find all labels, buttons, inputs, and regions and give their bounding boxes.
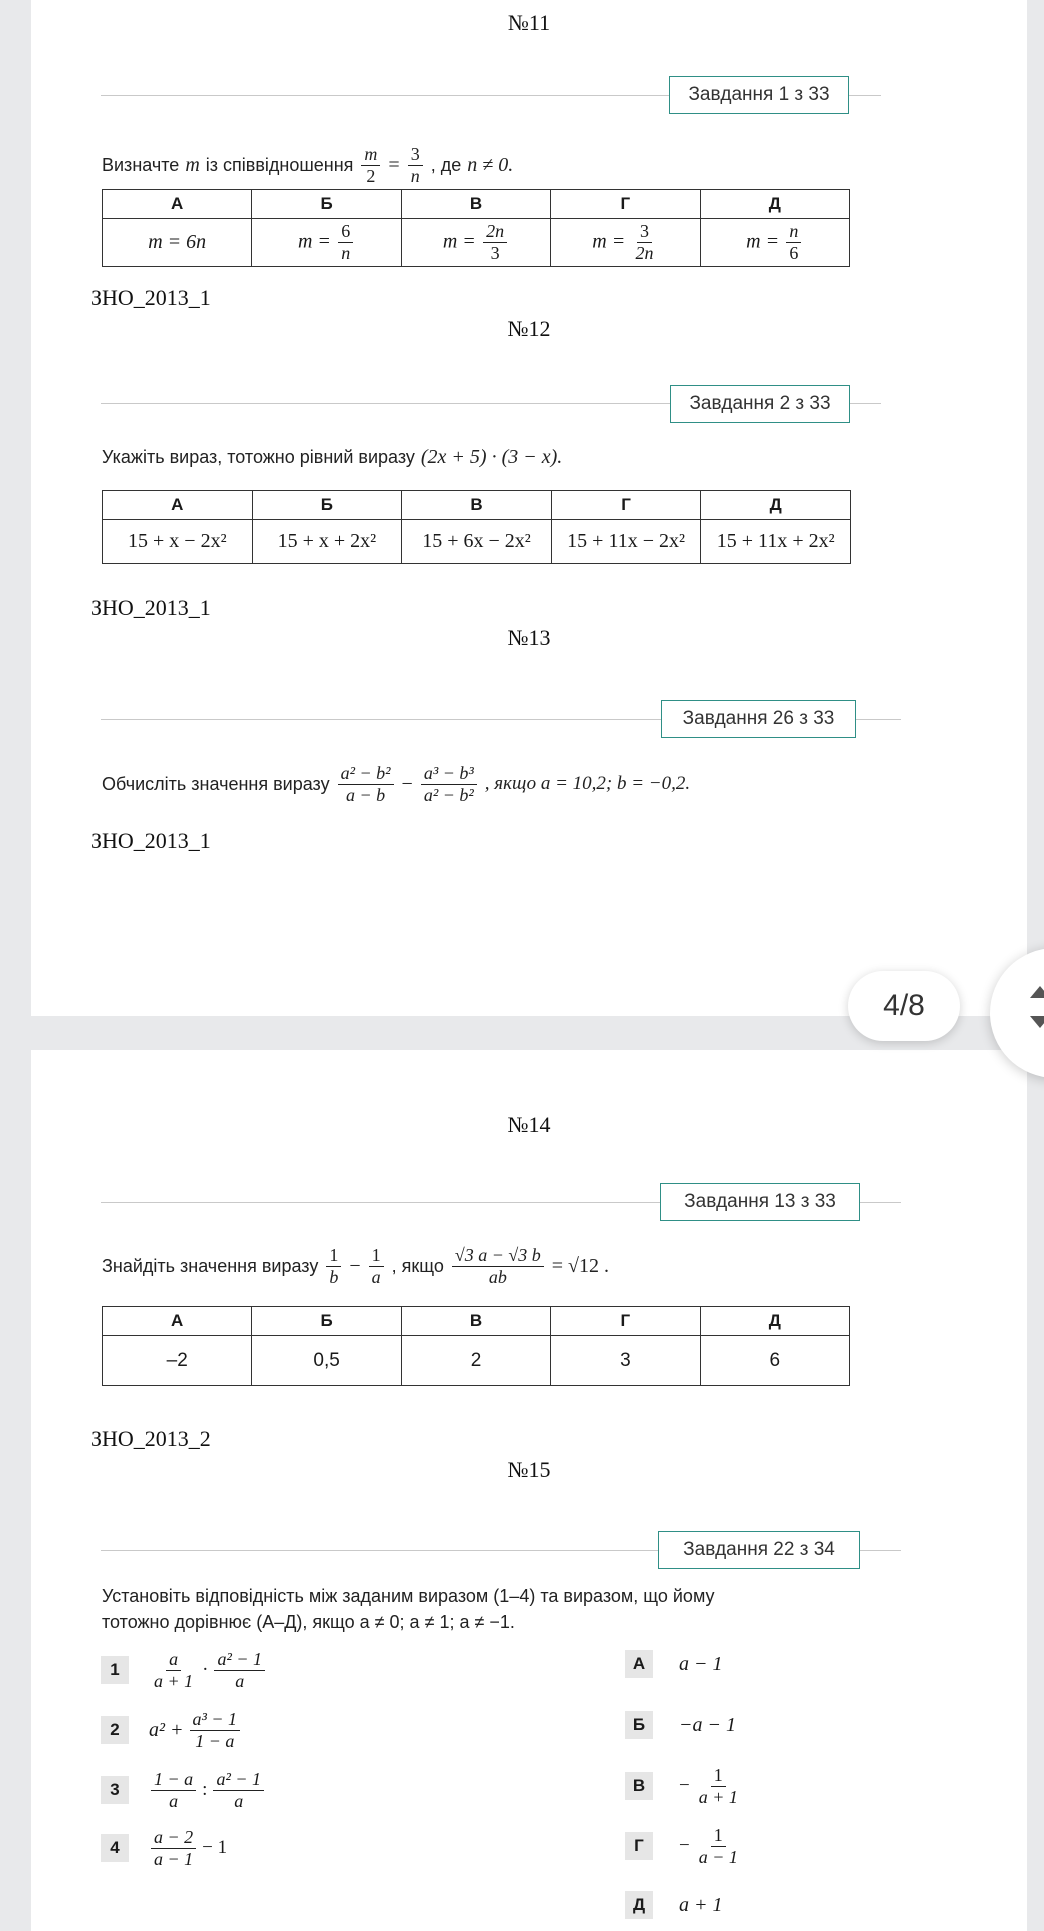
- fraction-numerator: 2n: [483, 222, 507, 243]
- option-sign: −: [679, 1775, 690, 1796]
- answer-d: 6: [700, 1336, 849, 1386]
- question-text-11: [102, 140, 513, 190]
- answer-text: m = 6n: [148, 231, 207, 253]
- match-option-g: [679, 1823, 743, 1869]
- question-expression: (2x + 5) · (3 − x).: [420, 445, 563, 468]
- question-var: m: [185, 153, 200, 176]
- fraction: [151, 1828, 196, 1869]
- fraction-numerator: n: [786, 222, 801, 243]
- answer-table-14: [102, 1306, 850, 1386]
- answer-header-row: [103, 1307, 850, 1336]
- operator: ·: [202, 1659, 209, 1680]
- answer-header-row: [103, 190, 850, 219]
- fraction-3-over-n: [408, 145, 423, 186]
- chevron-up-icon[interactable]: [1030, 986, 1044, 998]
- fraction-denominator: a + 1: [154, 1670, 194, 1691]
- fraction-denominator: n: [341, 243, 351, 263]
- fraction-denominator: a: [235, 1670, 245, 1691]
- answer-text: 15 + x + 2x²: [277, 530, 377, 552]
- answer-header-b: Б: [252, 491, 402, 520]
- task-number-14: №14: [507, 1112, 551, 1137]
- fraction-denominator: a: [234, 1790, 244, 1811]
- match-option-v: [679, 1763, 743, 1809]
- answer-d: [701, 520, 851, 564]
- question-tail: = √12 .: [551, 1254, 610, 1277]
- match-option-b: [679, 1711, 736, 1739]
- answer-text: 15 + x − 2x²: [128, 530, 227, 552]
- match-expression-2: [149, 1707, 242, 1753]
- answer-header-d: Д: [700, 1307, 849, 1336]
- answer-row: [103, 520, 851, 564]
- match-expression-3: [149, 1767, 266, 1813]
- fraction-numerator: a: [166, 1650, 181, 1671]
- fraction: [214, 1650, 265, 1691]
- fraction-denominator: a − 1: [154, 1848, 194, 1869]
- fraction-denominator: 3: [490, 243, 500, 263]
- fraction: [696, 1766, 741, 1807]
- answer-fraction: [338, 222, 353, 263]
- answer-row: [103, 1336, 850, 1386]
- question-line-1: Установіть відповідність між заданим виразом (1–4) та виразом, що йому: [102, 1586, 715, 1606]
- source-label-11: ЗНО_2013_1: [91, 285, 211, 310]
- match-letter-v: В: [625, 1772, 653, 1800]
- match-number-4: 4: [101, 1834, 129, 1862]
- answer-header-a: А: [103, 491, 253, 520]
- match-letter-b: Б: [625, 1711, 653, 1739]
- operator: :: [202, 1779, 208, 1800]
- match-letter-d: Д: [625, 1891, 653, 1919]
- fraction-1-over-a: [369, 1246, 384, 1287]
- answer-g: 3: [551, 1336, 700, 1386]
- answer-header-a: А: [103, 190, 252, 219]
- fraction-denominator: 2n: [635, 243, 654, 263]
- answer-a: [103, 520, 253, 564]
- fraction-denominator: a + 1: [698, 1786, 738, 1807]
- fraction: [190, 1710, 241, 1751]
- fraction-numerator: 1: [711, 1766, 726, 1787]
- fraction-denominator: a − b: [345, 784, 386, 805]
- fraction-denominator: 6: [789, 243, 799, 263]
- fraction-numerator: 1 − a: [151, 1770, 196, 1791]
- answer-b: [252, 520, 402, 564]
- question-condition: n ≠ 0.: [467, 153, 514, 176]
- fraction-numerator: 6: [338, 222, 353, 243]
- fraction-numerator: a³ − b³: [421, 764, 477, 785]
- fraction-denominator: 1 − a: [195, 1730, 235, 1751]
- task-badge-11: Завдання 1 з 33: [669, 76, 849, 114]
- answer-lhs: m =: [297, 230, 331, 253]
- answer-a: –2: [103, 1336, 252, 1386]
- document-page-4: [31, 1050, 1027, 1931]
- match-letter-g: Г: [625, 1832, 653, 1860]
- answer-header-g: Г: [551, 190, 700, 219]
- fraction-denominator: a: [169, 1790, 179, 1811]
- expression-prefix: a² +: [149, 1718, 184, 1741]
- answer-a: [103, 219, 252, 267]
- source-label-14: ЗНО_2013_2: [91, 1426, 211, 1451]
- answer-lhs: m =: [592, 230, 626, 253]
- source-label-13: ЗНО_2013_1: [91, 828, 211, 853]
- fraction: [151, 1770, 196, 1811]
- answer-header-g: Г: [551, 1307, 700, 1336]
- answer-header-b: Б: [252, 1307, 401, 1336]
- fraction: [213, 1770, 264, 1811]
- answer-header-a: А: [103, 1307, 252, 1336]
- answer-b: 0,5: [252, 1336, 401, 1386]
- question-condition: , якщо a = 10,2; b = −0,2.: [484, 773, 691, 794]
- answer-lhs: m =: [442, 230, 476, 253]
- answer-header-g: Г: [551, 491, 701, 520]
- fraction-numerator: m: [361, 145, 380, 166]
- document-page-3: [31, 0, 1027, 1016]
- answer-g: [551, 520, 701, 564]
- answer-fraction: [632, 222, 656, 263]
- match-expression-1: [149, 1647, 267, 1693]
- question-suffix: , де: [430, 154, 462, 175]
- question-prefix: Укажіть вираз, тотожно рівний виразу: [102, 446, 415, 467]
- answer-v: [401, 219, 550, 267]
- match-option-d: [679, 1891, 723, 1919]
- task-number-11: №11: [507, 10, 551, 35]
- fraction-numerator: √3 a − √3 b: [452, 1246, 544, 1267]
- minus-sign: −: [401, 772, 413, 795]
- question-text-13: [102, 756, 690, 812]
- fraction-numerator: a² − 1: [214, 1650, 265, 1671]
- fraction-numerator: 3: [408, 145, 423, 166]
- fraction-denominator: a: [371, 1266, 381, 1287]
- fraction: [151, 1650, 196, 1691]
- match-letter-a: А: [625, 1650, 653, 1678]
- question-mid: із співвідношення: [205, 154, 354, 175]
- answer-table-11: [102, 189, 850, 267]
- question-mid: , якщо: [391, 1255, 444, 1276]
- answer-g: [551, 219, 700, 267]
- expression-suffix: − 1: [202, 1837, 228, 1858]
- fraction-denominator: ab: [488, 1266, 507, 1287]
- answer-text: 15 + 11x + 2x²: [716, 530, 835, 552]
- answer-fraction: [483, 222, 507, 263]
- match-number-2: 2: [101, 1716, 129, 1744]
- answer-text: 15 + 6x − 2x²: [422, 530, 531, 552]
- question-prefix: Визначте: [102, 154, 180, 175]
- fraction-roots: [452, 1246, 544, 1287]
- fraction-denominator: n: [410, 165, 420, 186]
- answer-header-d: Д: [700, 190, 849, 219]
- task-badge-15: Завдання 22 з 34: [658, 1531, 860, 1569]
- fraction-numerator: 1: [326, 1246, 341, 1267]
- fraction-1-over-b: [326, 1246, 341, 1287]
- option-text: a + 1: [679, 1893, 723, 1916]
- fraction-numerator: 1: [369, 1246, 384, 1267]
- answer-table-12: [102, 490, 851, 564]
- question-text-12: [102, 444, 562, 470]
- question-text-14: [102, 1238, 609, 1294]
- answer-header-v: В: [401, 1307, 550, 1336]
- fraction-denominator: 2: [366, 165, 376, 186]
- match-number-1: 1: [101, 1656, 129, 1684]
- task-number-12: №12: [507, 316, 551, 341]
- fraction-2: [421, 764, 477, 805]
- fraction-numerator: 1: [711, 1826, 726, 1847]
- option-text: −a − 1: [679, 1713, 736, 1736]
- answer-v: 2: [401, 1336, 550, 1386]
- fraction-m-over-2: [361, 145, 380, 186]
- task-badge-14: Завдання 13 з 33: [660, 1183, 860, 1221]
- option-text: a − 1: [679, 1652, 723, 1675]
- fraction-numerator: a² − 1: [213, 1770, 264, 1791]
- task-badge-12: Завдання 2 з 33: [670, 385, 850, 423]
- answer-row: [103, 219, 850, 267]
- task-number-15: №15: [507, 1457, 551, 1482]
- match-option-a: [679, 1650, 723, 1678]
- fraction-denominator: a − 1: [698, 1846, 738, 1867]
- fraction-denominator: b: [329, 1266, 339, 1287]
- answer-fraction: [786, 222, 801, 263]
- fraction-numerator: a − 2: [151, 1828, 196, 1849]
- fraction-denominator: a² − b²: [423, 784, 474, 805]
- match-number-3: 3: [101, 1776, 129, 1804]
- answer-header-d: Д: [701, 491, 851, 520]
- answer-header-v: В: [401, 190, 550, 219]
- question-prefix: Знайдіть значення виразу: [102, 1255, 319, 1276]
- task-number-13: №13: [507, 625, 551, 650]
- task-badge-13: Завдання 26 з 33: [661, 700, 856, 738]
- chevron-down-icon[interactable]: [1030, 1016, 1044, 1028]
- answer-header-row: [103, 491, 851, 520]
- source-label-12: ЗНО_2013_1: [91, 595, 211, 620]
- fraction: [696, 1826, 741, 1867]
- equals-sign: =: [388, 153, 400, 176]
- answer-text: 15 + 11x − 2x²: [567, 530, 685, 552]
- answer-header-v: В: [402, 491, 552, 520]
- question-line-2: тотожно дорівнює (А–Д), якщо a ≠ 0; a ≠ 1; a ≠ −1.: [102, 1612, 515, 1632]
- match-expression-4: [149, 1825, 227, 1871]
- answer-v: [402, 520, 552, 564]
- page-indicator: 4/8: [848, 971, 960, 1041]
- fraction-numerator: 3: [637, 222, 652, 243]
- question-prefix: Обчисліть значення виразу: [102, 773, 330, 794]
- answer-lhs: m =: [746, 230, 780, 253]
- fraction-numerator: a³ − 1: [190, 1710, 241, 1731]
- fraction-numerator: a² − b²: [338, 764, 394, 785]
- minus-sign: −: [349, 1254, 361, 1277]
- fraction-1: [338, 764, 394, 805]
- answer-header-b: Б: [252, 190, 401, 219]
- answer-d: [700, 219, 849, 267]
- answer-b: [252, 219, 401, 267]
- option-sign: −: [679, 1835, 690, 1856]
